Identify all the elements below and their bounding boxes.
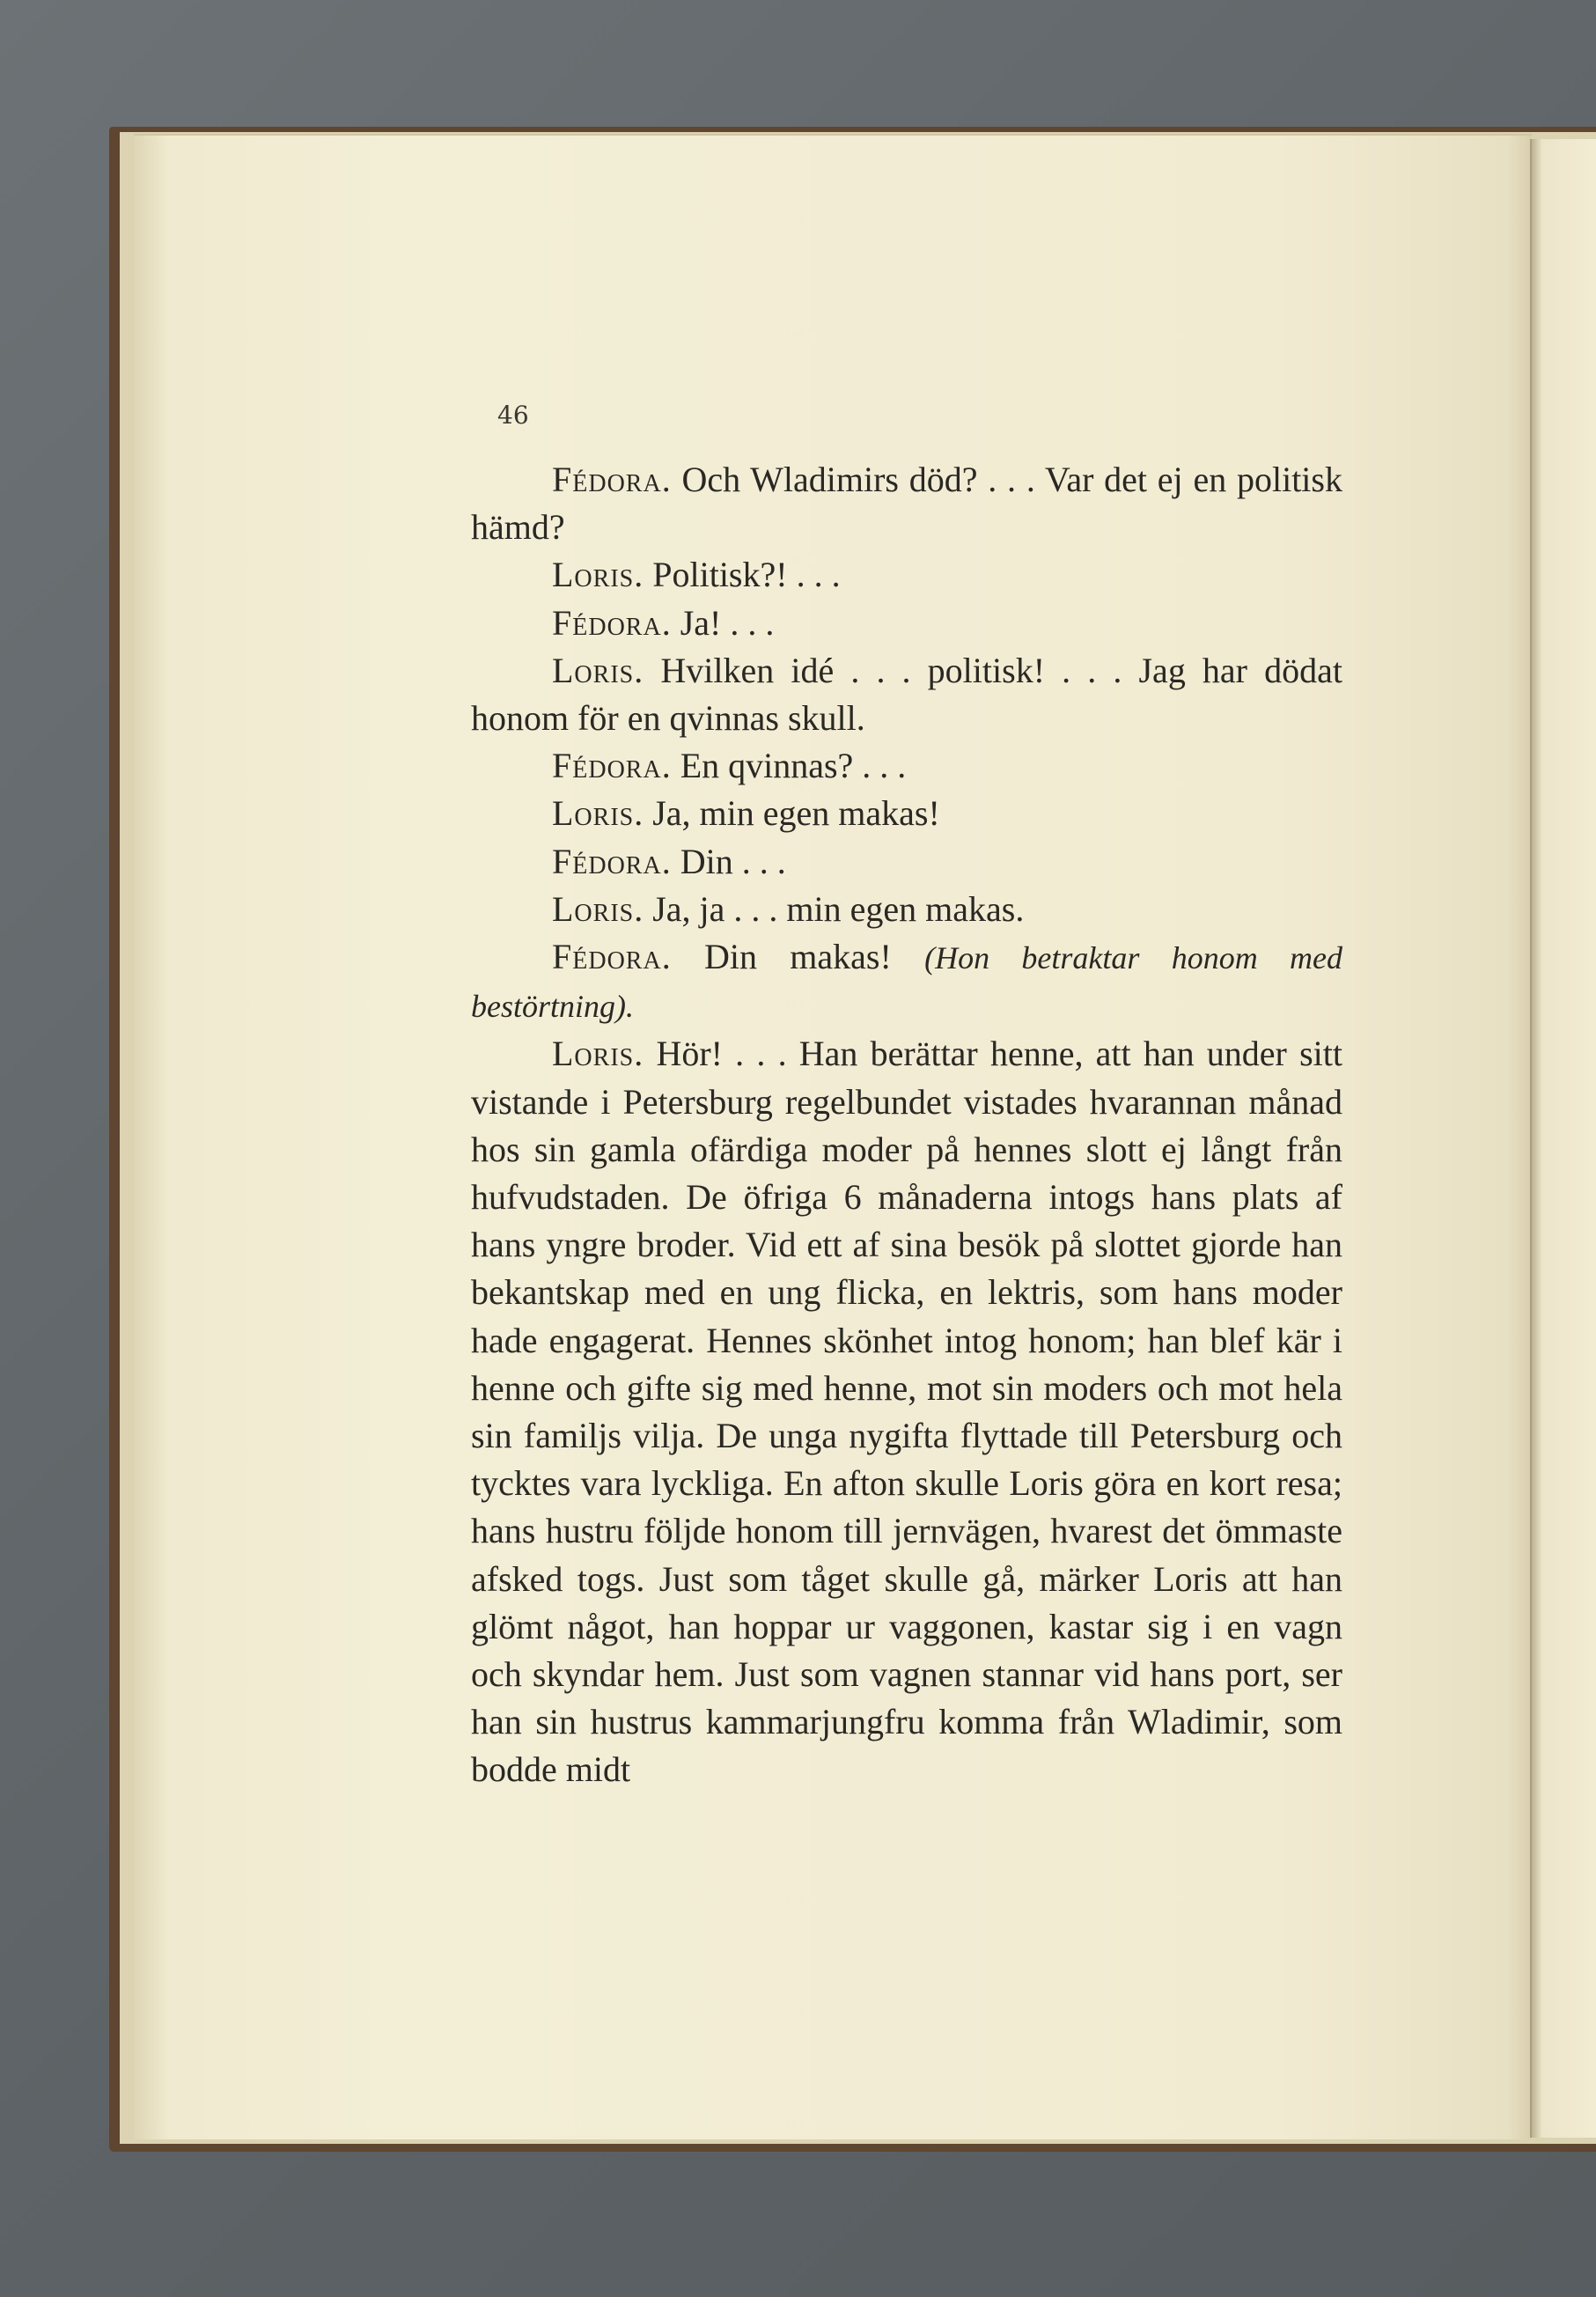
dialogue-line <box>471 647 1342 742</box>
stage-direction: (Hon betraktar honom med bestörtning). <box>471 940 1342 1025</box>
line-text: Din . . . <box>671 841 786 881</box>
line-text: Ja! . . . <box>671 602 775 643</box>
dialogue-line <box>471 1030 1342 1793</box>
page-number: 46 <box>497 401 529 430</box>
speaker-name: Fédora. <box>552 841 672 881</box>
speaker-name: Fédora. <box>552 937 672 977</box>
speaker-name: Loris. <box>552 793 644 834</box>
line-text: En qvinnas? . . . <box>671 746 907 786</box>
line-text: Ja, ja . . . min egen makas. <box>644 888 1025 929</box>
dialogue-text <box>471 456 1342 1794</box>
dialogue-line <box>471 456 1342 551</box>
dialogue-line <box>471 886 1342 933</box>
dialogue-line <box>471 551 1342 599</box>
speaker-name: Loris. <box>552 1034 644 1074</box>
speaker-name: Loris. <box>552 650 644 690</box>
speaker-name: Fédora. <box>552 460 672 499</box>
speaker-name: Loris. <box>552 888 644 929</box>
speaker-name: Fédora. <box>552 602 672 643</box>
speaker-name: Fédora. <box>552 746 672 786</box>
line-text: Ja, min egen makas! <box>644 793 940 834</box>
speaker-name: Loris. <box>552 555 644 595</box>
dialogue-line <box>471 838 1342 886</box>
line-text: Och Wladimirs död? . . . Var det ej en politisk hämd? <box>471 460 1342 548</box>
dialogue-line <box>471 790 1342 837</box>
line-text: Hvilken idé . . . politisk! . . . Jag har dödat honom för en qvinnas skull. <box>471 650 1342 739</box>
line-text: Politisk?! . . . <box>644 555 841 595</box>
facing-page-edge <box>1532 139 1596 2138</box>
dialogue-line <box>471 742 1342 790</box>
line-text: Din makas! <box>671 937 925 977</box>
line-text: Hör! . . . Han berättar henne, att han under sitt vistande i Petersburg regelbundet vistades hvarannan månad hos sin gamla ofärdiga moder på hennes slott ej långt från hufvudstaden. De öfriga 6 månaderna intogs hans plats af hans yngre broder. Vid ett af sina besök på slottet gjorde han bekantskap med en ung flicka, en lektris, som hans moder hade engagerat. Hennes skönhet intog honom; han blef kär i henne och gifte sig med henne, mot sin moders och mot hela sin familjs vilja. De unga nygifta flyttade till Petersburg och tycktes vara lyckliga. En afton skulle Loris göra en kort resa; hans hustru följde honom till jernvägen, hvarest det ömmaste afsked togs. Just som tåget skulle gå, märker Loris att han glömt något, han hoppar ur vaggonen, kastar sig i en vagn och skyndar hem. Just som vagnen stannar vid hans port, ser han sin hustrus kammarjungfru komma från Wladimir, som bodde midt <box>471 1034 1342 1790</box>
dialogue-line <box>471 600 1342 647</box>
dialogue-line <box>471 933 1342 1030</box>
